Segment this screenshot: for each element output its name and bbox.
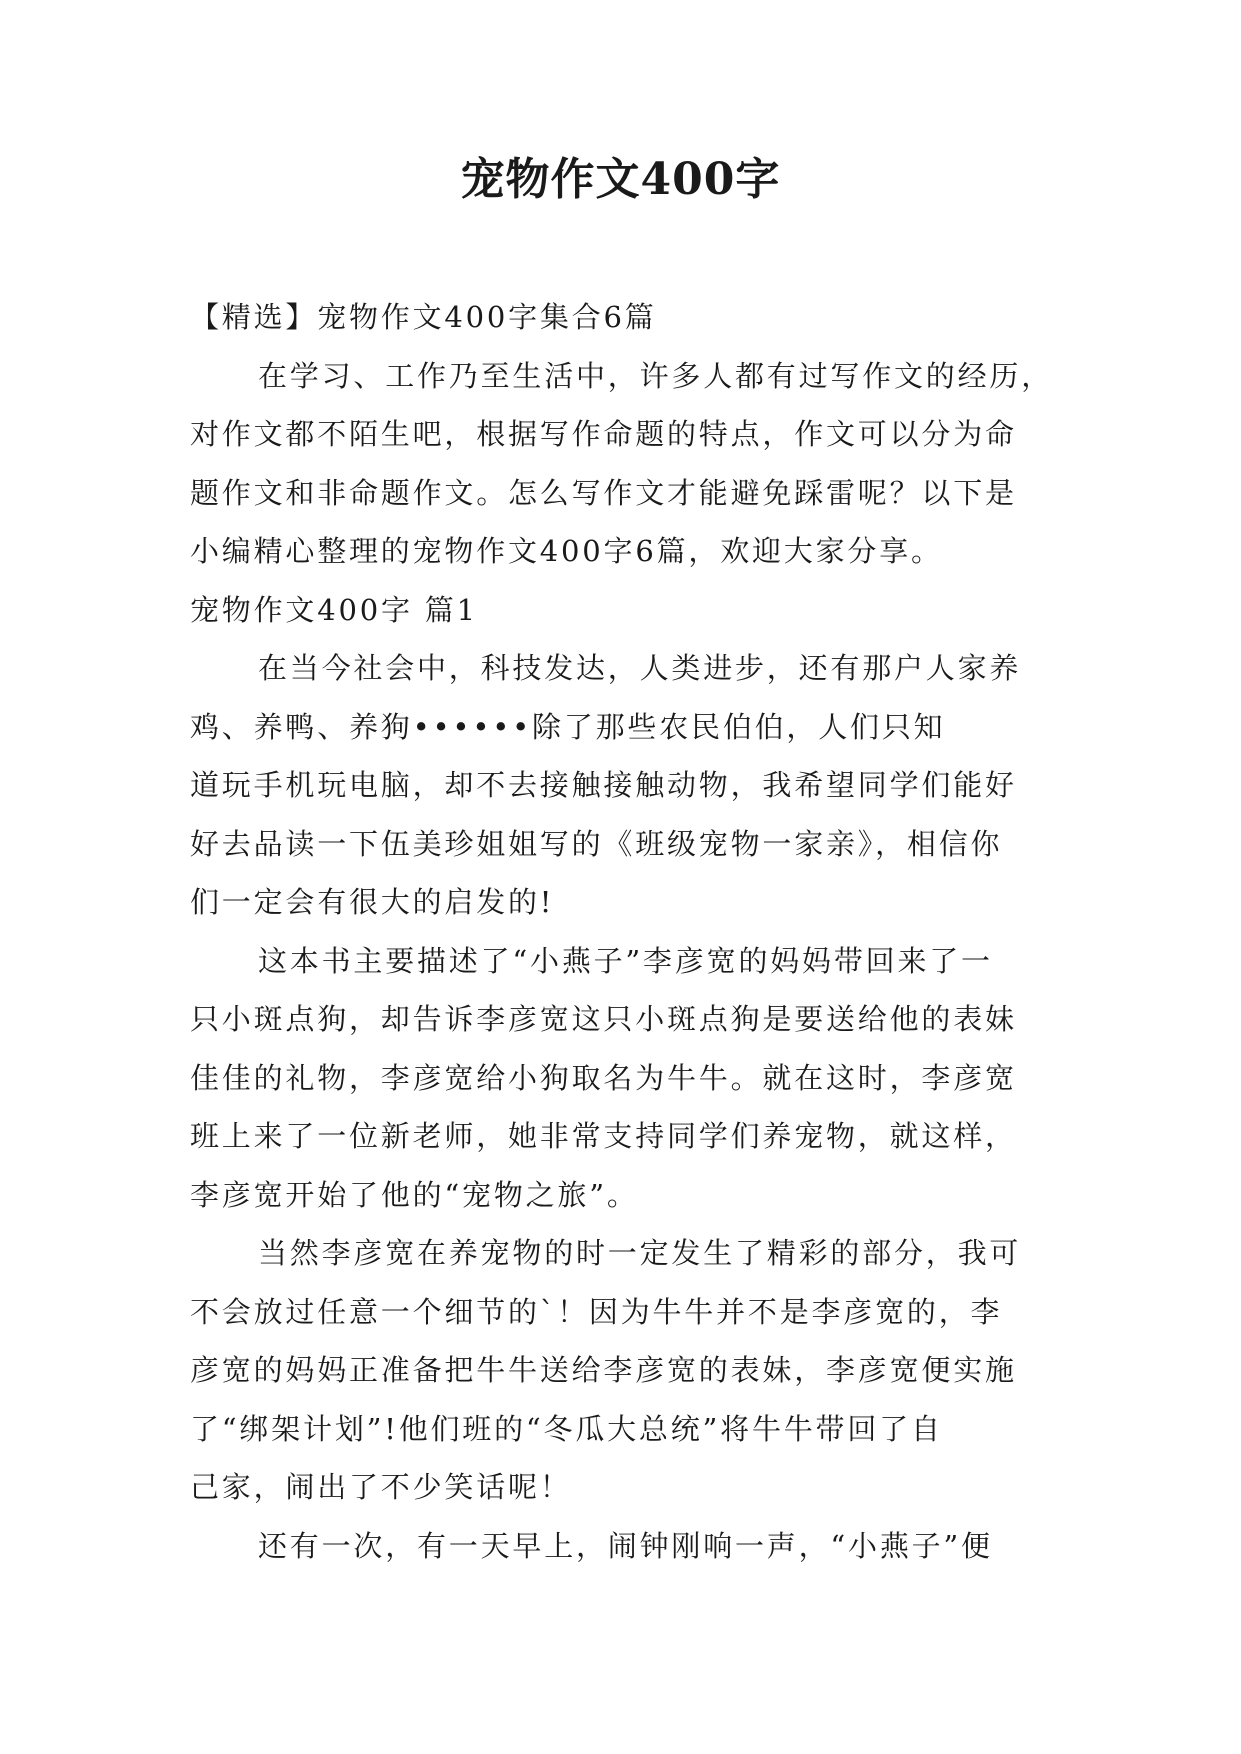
text-line: 【精选】宠物作文400字集合6篇 [190,300,657,334]
text-line: 小编精心整理的宠物作文400字6篇，欢迎大家分享。 [190,534,943,568]
text-line: 佳佳的礼物，李彦宽给小狗取名为牛牛。就在这时，李彦宽 [190,1060,1017,1095]
text-line: 们一定会有很大的启发的! [190,885,555,919]
text-line: 这本书主要描述了“小燕子”李彦宽的妈妈带回来了一 [258,943,993,978]
text-line: 班上来了一位新老师，她非常支持同学们养宠物，就这样， [190,1119,1017,1153]
text-line: 不会放过任意一个细节的`！因为牛牛并不是李彦宽的，李 [190,1294,1003,1329]
text-line: 只小斑点狗，却告诉李彦宽这只小斑点狗是要送给他的表妹 [190,1002,1017,1036]
text-line: 彦宽的妈妈正准备把牛牛送给李彦宽的表妹，李彦宽便实施 [190,1353,1017,1387]
text-line: 当然李彦宽在养宠物的时一定发生了精彩的部分，我可 [258,1236,1022,1270]
text-line: 还有一次，有一天早上，闹钟刚响一声，“小燕子”便 [258,1528,993,1563]
text-line: 对作文都不陌生吧，根据写作命题的特点，作文可以分为命 [190,417,1017,451]
text-line: 李彦宽开始了他的“宠物之旅”。 [190,1177,639,1212]
document-title: 宠物作文400字 [460,154,781,205]
text-line: 鸡、养鸭、养狗••••••除了那些农民伯伯，人们只知 [190,709,946,744]
text-line: 在学习、工作乃至生活中，许多人都有过写作文的经历， [258,358,1054,393]
text-line: 了“绑架计划”!他们班的“冬瓜大总统”将牛牛带回了自 [190,1411,943,1446]
text-line: 题作文和非命题作文。怎么写作文才能避免踩雷呢？以下是 [190,475,1017,510]
text-line: 好去品读一下伍美珍姐姐写的《班级宠物一家亲》，相信你 [190,826,1003,861]
text-line: 己家，闹出了不少笑话呢！ [190,1470,572,1504]
text-line: 宠物作文400字 篇1 [190,592,478,627]
text-line: 道玩手机玩电脑，却不去接触接触动物，我希望同学们能好 [190,768,1017,802]
document-body [190,288,1055,1575]
text-line: 在当今社会中，科技发达，人类进步，还有那户人家养 [258,651,1022,685]
